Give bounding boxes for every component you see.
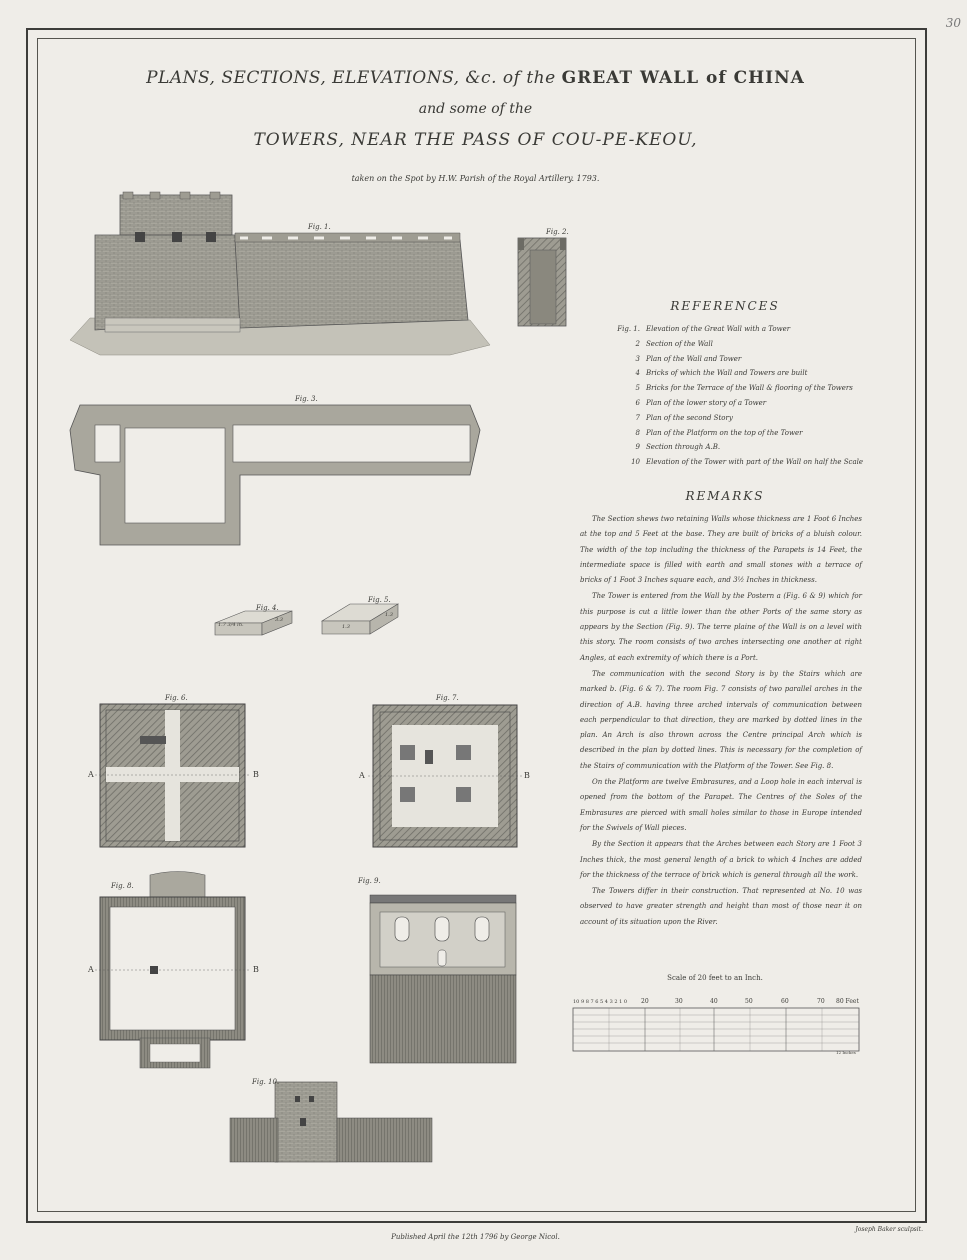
fig2-section	[518, 238, 566, 326]
fig8-marker-b: B	[253, 965, 259, 974]
reference-item: 5 Bricks for the Terrace of the Wall & flooring of the Towers	[635, 384, 853, 393]
scale-inches: 12 Inches	[836, 1050, 856, 1055]
fig7-marker-a: A	[359, 771, 365, 780]
fig4-front-label: 1.7 3/4 in.	[218, 622, 244, 628]
fig10-elevation	[230, 1082, 432, 1162]
scale-label-30: 40	[710, 998, 718, 1005]
scale-title: Scale of 20 feet to an Inch.	[667, 974, 763, 982]
remarks-paragraph: On the Platform are twelve Embrasures, and a Loop hole in each interval is opened from the bottom of the Parapet. The Centres of the Soles of the Embrasures are pierced with small holes similar to those in Europe intended for the Swivels of Wall pieces.	[580, 778, 862, 832]
references-list	[610, 322, 880, 470]
scale-label-40: 50	[745, 998, 753, 1005]
fig1-elevation	[70, 192, 490, 355]
title-bold: GREAT WALL of CHINA	[561, 68, 805, 88]
engraver-credit: Joseph Baker sculpsit.	[855, 1226, 923, 1233]
fig5-end-label: 1.3	[385, 612, 393, 618]
fig7-label: Fig. 7.	[436, 694, 459, 702]
reference-item: 2 Section of the Wall	[635, 339, 713, 348]
fig5-front-label: 1.3	[342, 624, 350, 630]
fig10-label: Fig. 10.	[252, 1078, 280, 1086]
remarks-paragraph: The Tower is entered from the Wall by the Postern a (Fig. 6 & 9) which for this purpose is cut a little lower than the other Ports of the same story as appears by the Section (Fig. 9). The terre plaine of the Wall is on a level with this story. The room consists of two arches intersecting one another at right Angles, at each extremity of which there is a Port.	[580, 592, 862, 662]
fig6-label: Fig. 6.	[165, 694, 188, 702]
reference-item: 9 Section through A.B.	[635, 443, 721, 452]
title-line-2: and some of the	[418, 101, 533, 117]
fig1-label: Fig. 1.	[308, 223, 331, 231]
remarks-heading: REMARKS	[685, 489, 765, 503]
fig4-end-label: 3.3	[275, 617, 283, 623]
fig7-marker-b: B	[524, 771, 530, 780]
reference-item: 4 Bricks of which the Wall and Towers are built	[635, 369, 808, 378]
fig6-plan	[95, 704, 250, 847]
page-number: 30	[945, 16, 961, 30]
scale-label-20: 30	[675, 998, 683, 1005]
fig5-brick	[322, 604, 398, 634]
scale-label-60: 70	[817, 998, 825, 1005]
scale-label-50: 60	[781, 998, 789, 1005]
reference-item: 8 Plan of the Platform on the top of the Tower	[635, 428, 803, 437]
title-credit: taken on the Spot by H.W. Parish of the Royal Artillery. 1793.	[351, 174, 600, 183]
reference-item: 3 Plan of the Wall and Tower	[635, 354, 742, 363]
reference-item: Fig. 1. Elevation of the Great Wall with a Tower	[617, 325, 791, 333]
fig8-label: Fig. 8.	[111, 882, 134, 890]
fig9-section	[370, 895, 516, 1063]
remarks-paragraph: The communication with the second Story is by the Stairs which are marked b. (Fig. 6 & 7). The room Fig. 7 consists of two parallel arches in the direction of A.B. having three arched intervals of communication between each perpendicular to that direction, they are marked by dotted lines in the plan. An Arch is also thrown across the Centre principal Arch which is described in the plan by dotted lines. This is necessary for the completion of the Stairs of communication with the Platform of the Tower. See Fig. 8.	[580, 669, 862, 770]
reference-item: 7 Plan of the second Story	[635, 413, 733, 422]
remarks-body	[580, 512, 862, 931]
remarks-paragraph: By the Section it appears that the Arches between each Story are 1 Foot 3 Inches thick, the most general length of a brick to which 4 Inches are added for the thickness of the terrace of brick which is general through all the work.	[580, 840, 862, 879]
fig8-marker-a: A	[88, 965, 94, 974]
scale-small-ticks: 10 9 8 7 6 5 4 3 2 1 0	[573, 999, 628, 1005]
fig3-label: Fig. 3.	[295, 395, 318, 403]
fig7-plan	[368, 705, 522, 847]
fig8-plan	[95, 872, 250, 1069]
title-italic: PLANS, SECTIONS, ELEVATIONS, &c. of the	[146, 68, 556, 88]
references-heading: REFERENCES	[670, 299, 780, 313]
fig2-label: Fig. 2.	[546, 228, 569, 236]
scale-bar	[573, 1008, 859, 1051]
reference-item: 10 Elevation of the Tower with part of the Wall on half the Scale	[631, 458, 864, 467]
fig6-marker-b: B	[253, 770, 259, 779]
remarks-paragraph: The Section shews two retaining Walls whose thickness are 1 Foot 6 Inches at the top and 5 Feet at the base. They are built of bricks of a bluish colour. The width of the top including the thickness of the Parapets is 14 Feet, the intermediate space is filled with earth and small stones with a terrace of bricks of 1 Foot 3 Inches square each, and 3½ Inches in thickness.	[580, 515, 862, 585]
title-line-3: TOWERS, NEAR THE PASS OF COU-PE-KEOU,	[253, 130, 698, 150]
remarks-paragraph: The Towers differ in their construction. That represented at No. 10 was observed to have greater strength and height than most of those near it on account of its situation upon the River.	[580, 887, 862, 926]
publisher-line: Published April the 12th 1796 by George Nicol.	[391, 1233, 560, 1241]
fig3-plan	[70, 405, 480, 545]
fig4-label: Fig. 4.	[256, 604, 279, 612]
scale-label-80: 80 Feet	[836, 998, 859, 1005]
fig6-marker-a: A	[88, 770, 94, 779]
reference-item: 6 Plan of the lower story of a Tower	[635, 398, 767, 407]
fig9-label: Fig. 9.	[358, 877, 381, 885]
scale-label-10: 20	[641, 998, 649, 1005]
fig5-label: Fig. 5.	[368, 596, 391, 604]
